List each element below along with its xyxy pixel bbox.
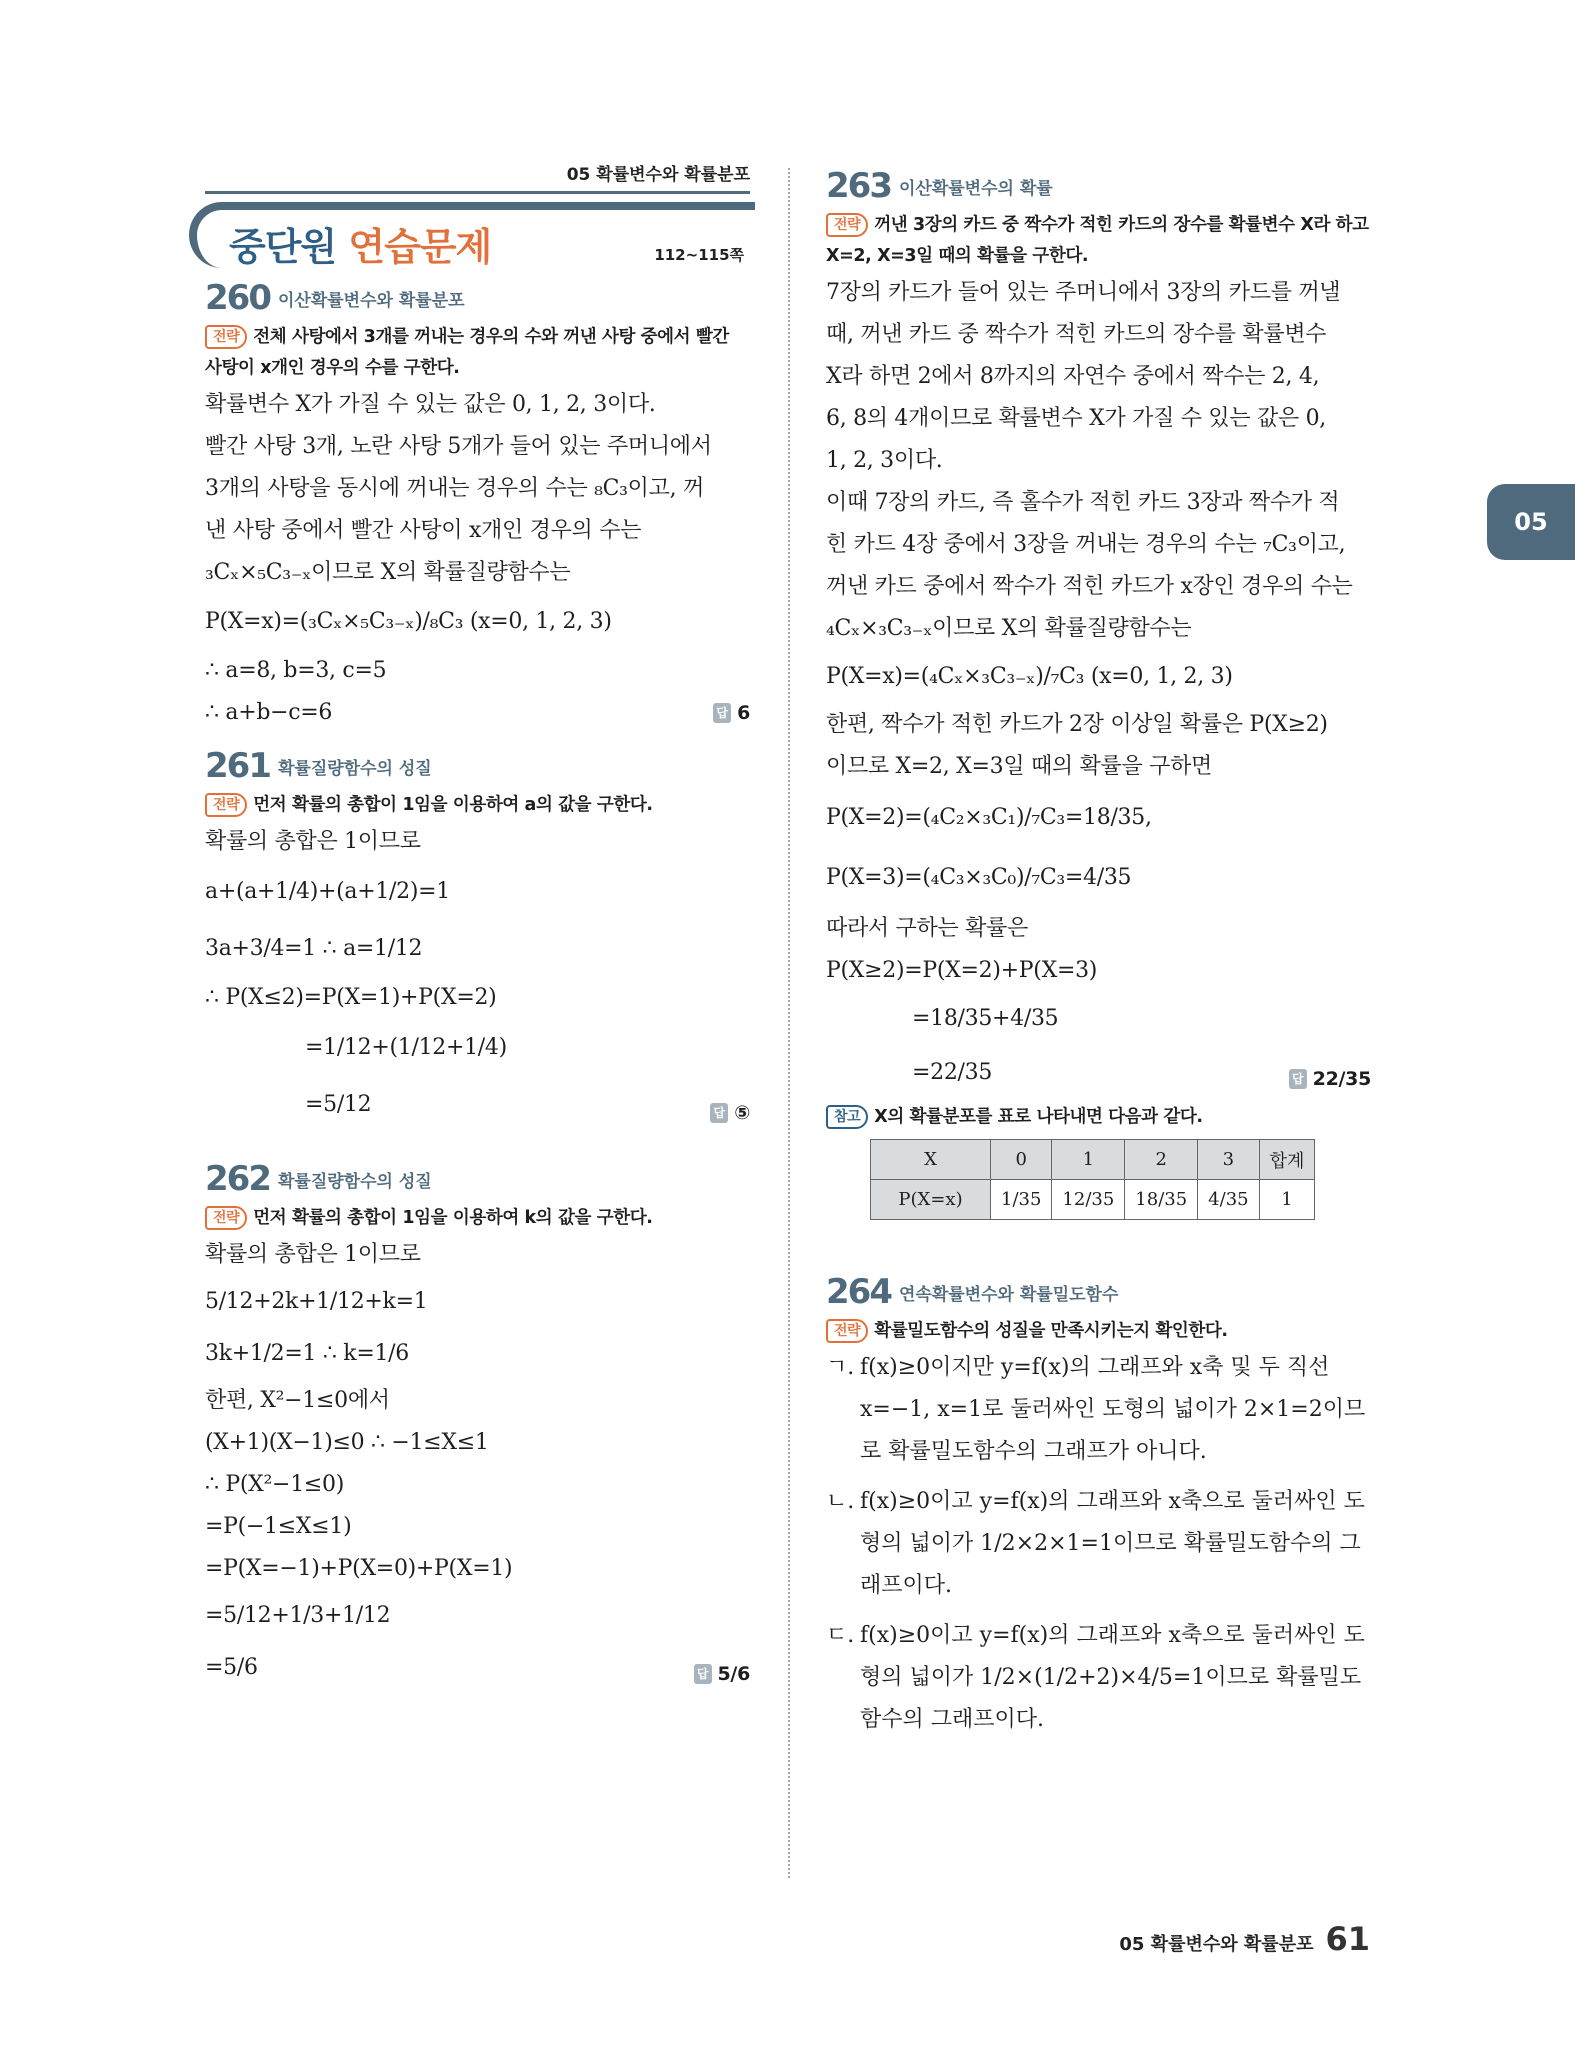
solution-line: X라 하면 2에서 8까지의 자연수 중에서 짝수는 2, 4, <box>826 364 1320 389</box>
column-divider <box>788 168 790 1878</box>
problem-topic: 확률질량함수의 성질 <box>277 1171 432 1192</box>
solution-line: 3a+3/4=1 ∴ a=1/12 <box>205 936 423 961</box>
solution-line: P(X=x)=(₃Cₓ×₅C₃₋ₓ)/₈C₃ (x=0, 1, 2, 3) <box>205 609 612 634</box>
strategy <box>826 1316 1371 1347</box>
item-key: ㄱ. <box>826 1355 855 1380</box>
solution-line: =5/12+1/3+1/12 <box>205 1603 391 1628</box>
solution-line <box>205 1642 750 1694</box>
answer-icon: 답 <box>694 1664 712 1684</box>
answer <box>1289 1052 1371 1106</box>
problem-number: 261 <box>205 746 270 786</box>
solution-line: 3k+1/2=1 ∴ k=1/6 <box>205 1341 409 1366</box>
list-item <box>826 1347 1371 1473</box>
solution-line: P(X=2)=(₄C₂×₃C₁)/₇C₃=18/35, <box>826 805 1152 830</box>
solution-line: 6, 8의 4개이므로 확률변수 X가 가질 수 있는 값은 0, <box>826 406 1326 431</box>
distribution-table <box>870 1139 1315 1220</box>
solution-text: =22/35 <box>912 1060 993 1085</box>
solution-line: 확률변수 X가 가질 수 있는 값은 0, 1, 2, 3이다. <box>205 392 656 417</box>
solution-line: P(X=x)=(₄Cₓ×₃C₃₋ₓ)/₇C₃ (x=0, 1, 2, 3) <box>826 664 1233 689</box>
answer-value: ⑤ <box>734 1102 750 1124</box>
strategy-text: 확률밀도함수의 성질을 만족시키는지 확인한다. <box>874 1321 1228 1341</box>
table-cell: 1 <box>1052 1140 1125 1180</box>
item-text: f(x)≥0이고 y=f(x)의 그래프와 x축으로 둘러싸인 도형의 넓이가 1/2×(1/2+2)×4/5=1이므로 확률밀도함수의 그래프이다. <box>860 1623 1365 1732</box>
answer-icon: 답 <box>713 703 731 723</box>
solution-line: 낸 사탕 중에서 빨간 사탕이 x개인 경우의 수는 <box>205 518 642 543</box>
page-range: 112~115쪽 <box>654 246 744 264</box>
page-number: 61 <box>1325 1920 1370 1958</box>
page-footer <box>1090 1920 1370 1958</box>
solution-line: 힌 카드 4장 중에서 3장을 꺼내는 경우의 수는 ₇C₃이고, <box>826 532 1346 557</box>
solution-line: 꺼낸 카드 중에서 짝수가 적힌 카드가 x장인 경우의 수는 <box>826 574 1353 599</box>
problem-number: 263 <box>826 166 891 206</box>
solution-line: =P(X=−1)+P(X=0)+P(X=1) <box>205 1556 513 1581</box>
section-title-band <box>205 202 750 272</box>
solution-line: 한편, 짝수가 적힌 카드가 2장 이상일 확률은 P(X≥2) <box>826 712 1328 737</box>
solution-line: 한편, X²−1≤0에서 <box>205 1388 390 1413</box>
table-cell: 18/35 <box>1125 1180 1198 1220</box>
problem-261 <box>205 746 750 1133</box>
list-item <box>826 1481 1371 1607</box>
solution-line: 확률의 총합은 1이므로 <box>205 1242 421 1267</box>
solution-line: ₃Cₓ×₅C₃₋ₓ이므로 X의 확률질량함수는 <box>205 560 571 585</box>
answer-icon: 답 <box>710 1103 728 1123</box>
solution-line: P(X=3)=(₄C₃×₃C₀)/₇C₃=4/35 <box>826 865 1132 890</box>
strategy-tag: 전략 <box>205 793 247 817</box>
problem-topic: 이산확률변수와 확률분포 <box>277 290 465 311</box>
answer-value: 5/6 <box>717 1663 750 1685</box>
solution-line: 5/12+2k+1/12+k=1 <box>205 1289 428 1314</box>
reference-text: X의 확률분포를 표로 나타내면 다음과 같다. <box>874 1107 1203 1127</box>
problem-number: 264 <box>826 1272 891 1312</box>
right-column <box>826 166 1371 1741</box>
table-cell: 1 <box>1259 1180 1315 1220</box>
solution-line: ∴ P(X≤2)=P(X=1)+P(X=2) <box>205 985 497 1010</box>
solution-text: =5/12 <box>305 1092 372 1117</box>
solution-line: P(X≥2)=P(X=2)+P(X=3) <box>826 958 1098 983</box>
table-row <box>871 1180 1315 1220</box>
solution-line: a+(a+1/4)+(a+1/2)=1 <box>205 879 450 904</box>
solution-line: ∴ P(X²−1≤0) <box>205 1472 345 1497</box>
solution-line: 이때 7장의 카드, 즉 홀수가 적힌 카드 3장과 짝수가 적 <box>826 490 1340 515</box>
answer <box>713 692 750 734</box>
strategy-text: 꺼낸 3장의 카드 중 짝수가 적힌 카드의 장수를 확률변수 X라 하고 X=2, X=3일 때의 확률을 구한다. <box>826 215 1369 266</box>
solution-line: 이므로 X=2, X=3일 때의 확률을 구하면 <box>826 754 1212 779</box>
solution-line: =1/12+(1/12+1/4) <box>305 1035 507 1060</box>
section-title-part-2: 연습문제 <box>348 225 492 269</box>
solution-line <box>826 1046 1371 1100</box>
answer-icon: 답 <box>1289 1069 1307 1089</box>
strategy-text: 먼저 확률의 총합이 1임을 이용하여 k의 값을 구한다. <box>253 1208 653 1228</box>
solution-text: =5/6 <box>205 1655 258 1680</box>
answer <box>694 1648 750 1700</box>
table-row <box>871 1140 1315 1180</box>
strategy-tag: 전략 <box>205 1206 247 1230</box>
strategy <box>205 322 750 384</box>
table-cell: 3 <box>1198 1140 1259 1180</box>
reference-note <box>826 1102 1371 1133</box>
answer-value: 22/35 <box>1312 1068 1371 1090</box>
strategy <box>205 790 750 821</box>
solution-line: 따라서 구하는 확률은 <box>826 916 1028 941</box>
reference-tag: 참고 <box>826 1105 868 1129</box>
problem-topic: 확률질량함수의 성질 <box>277 758 432 779</box>
row-header: X <box>871 1140 991 1180</box>
problem-number: 262 <box>205 1159 270 1199</box>
problem-263 <box>826 166 1371 1220</box>
problem-topic: 연속확률변수와 확률밀도함수 <box>898 1284 1119 1305</box>
solution-line: =P(−1≤X≤1) <box>205 1514 352 1539</box>
strategy <box>826 210 1371 272</box>
strategy-text: 전체 사탕에서 3개를 꺼내는 경우의 수와 꺼낸 사탕 중에서 빨간 사탕이 x개인 경우의 수를 구한다. <box>205 327 729 378</box>
solution-line: ∴ a=8, b=3, c=5 <box>205 658 387 683</box>
strategy-tag: 전략 <box>826 1319 868 1343</box>
chapter-side-tab: 05 <box>1487 484 1575 560</box>
solution-text: ∴ a+b−c=6 <box>205 700 333 725</box>
problem-topic: 이산확률변수의 확률 <box>898 178 1053 199</box>
item-text: f(x)≥0이지만 y=f(x)의 그래프와 x축 및 두 직선 x=−1, x=1로 둘러싸인 도형의 넓이가 2×1=2이므로 확률밀도함수의 그래프가 아니다. <box>860 1355 1366 1464</box>
strategy-tag: 전략 <box>826 213 868 237</box>
answer <box>710 1085 750 1141</box>
solution-line: 때, 꺼낸 카드 중 짝수가 적힌 카드의 장수를 확률변수 <box>826 322 1327 347</box>
problem-260 <box>205 278 750 734</box>
table-cell: 2 <box>1125 1140 1198 1180</box>
list-item <box>826 1615 1371 1741</box>
left-column <box>205 160 750 1694</box>
table-cell: 12/35 <box>1052 1180 1125 1220</box>
solution-line: ₄Cₓ×₃C₃₋ₓ이므로 X의 확률질량함수는 <box>826 616 1192 641</box>
solution-line <box>205 692 750 734</box>
solution-line: =18/35+4/35 <box>912 1006 1059 1031</box>
running-title: 05 확률변수와 확률분포 <box>205 160 750 194</box>
solution-line: 3개의 사탕을 동시에 꺼내는 경우의 수는 ₈C₃이고, 꺼 <box>205 476 704 501</box>
problem-264 <box>826 1272 1371 1741</box>
section-title-part-1: 중단원 <box>229 225 349 269</box>
footer-chapter: 05 확률변수와 확률분포 <box>1119 1934 1314 1955</box>
row-header: P(X=x) <box>871 1180 991 1220</box>
item-key: ㄷ. <box>826 1623 855 1648</box>
table-cell: 4/35 <box>1198 1180 1259 1220</box>
table-cell: 1/35 <box>991 1180 1052 1220</box>
solution-line: 확률의 총합은 1이므로 <box>205 829 421 854</box>
solution-line: 1, 2, 3이다. <box>826 448 943 473</box>
strategy-tag: 전략 <box>205 325 247 349</box>
solution-line: (X+1)(X−1)≤0 ∴ −1≤X≤1 <box>205 1430 489 1455</box>
problem-262 <box>205 1159 750 1694</box>
item-key: ㄴ. <box>826 1489 855 1514</box>
problem-number: 260 <box>205 278 270 318</box>
solution-line <box>205 1077 750 1133</box>
answer-value: 6 <box>737 702 750 724</box>
section-title <box>229 216 491 271</box>
item-text: f(x)≥0이고 y=f(x)의 그래프와 x축으로 둘러싸인 도형의 넓이가 1/2×2×1=1이므로 확률밀도함수의 그래프이다. <box>860 1489 1365 1598</box>
table-cell: 합계 <box>1259 1140 1315 1180</box>
table-cell: 0 <box>991 1140 1052 1180</box>
strategy-text: 먼저 확률의 총합이 1임을 이용하여 a의 값을 구한다. <box>253 795 653 815</box>
strategy <box>205 1203 750 1234</box>
solution-line: 7장의 카드가 들어 있는 주머니에서 3장의 카드를 꺼낼 <box>826 280 1341 305</box>
solution-line: 빨간 사탕 3개, 노란 사탕 5개가 들어 있는 주머니에서 <box>205 434 712 459</box>
